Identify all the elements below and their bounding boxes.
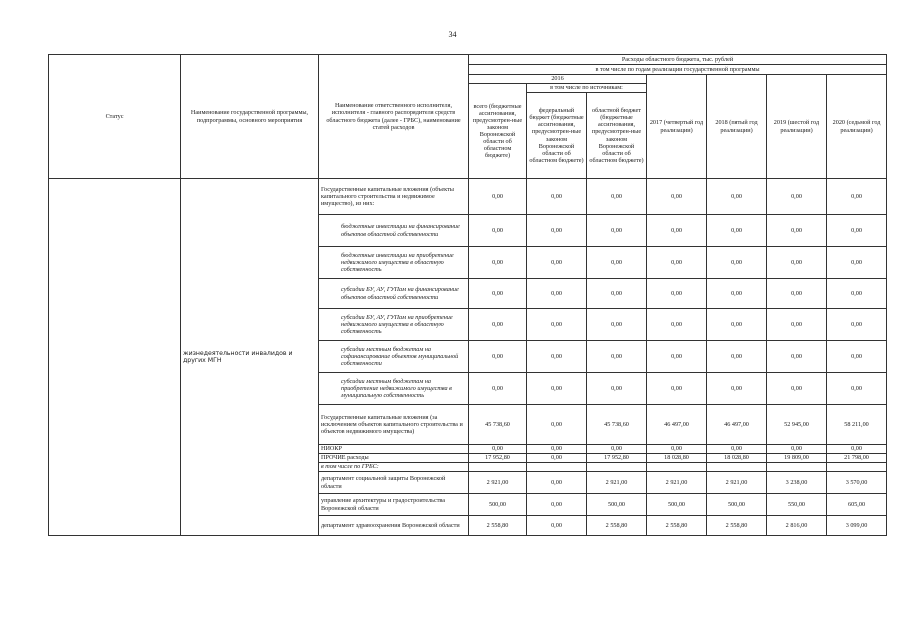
cell-2017: 2 558,80 (647, 516, 707, 536)
cell-2020: 0,00 (827, 179, 887, 215)
cell-regional: 2 558,80 (587, 516, 647, 536)
cell-2020: 0,00 (827, 247, 887, 279)
cell-2018: 500,00 (707, 494, 767, 516)
cell-2019: 0,00 (767, 279, 827, 309)
cell-2017: 0,00 (647, 215, 707, 247)
cell-regional: 45 738,60 (587, 405, 647, 445)
cell-federal: 0,00 (527, 279, 587, 309)
cell-total: 45 738,60 (469, 405, 527, 445)
cell-regional: 0,00 (587, 247, 647, 279)
cell-federal: 0,00 (527, 472, 587, 494)
page-number: 34 (448, 30, 457, 39)
cell-regional: 0,00 (587, 215, 647, 247)
header-regional: областной бюджет (бюджетные ассигнования, предусмотрен-ные законом Воронежской области об областном бюджете) (587, 93, 647, 179)
cell-federal: 0,00 (527, 309, 587, 341)
cell-2017 (647, 463, 707, 472)
cell-federal: 0,00 (527, 445, 587, 454)
cell-2019: 550,00 (767, 494, 827, 516)
cell-2018: 18 028,80 (707, 454, 767, 463)
cell-2018: 0,00 (707, 373, 767, 405)
cell-2017: 0,00 (647, 247, 707, 279)
cell-2019: 0,00 (767, 179, 827, 215)
cell-2020: 3 099,00 (827, 516, 887, 536)
cell-total: 2 558,80 (469, 516, 527, 536)
cell-2018: 0,00 (707, 215, 767, 247)
cell-regional: 0,00 (587, 341, 647, 373)
cell-total: 0,00 (469, 309, 527, 341)
cell-federal: 0,00 (527, 494, 587, 516)
cell-2018: 46 497,00 (707, 405, 767, 445)
header-year-2016: 2016 (469, 75, 647, 84)
cell-2020 (827, 463, 887, 472)
cell-2020: 0,00 (827, 373, 887, 405)
header-program: Наименование государственной программы, подпрограммы, основного мероприятия (181, 55, 319, 179)
cell-2017: 2 921,00 (647, 472, 707, 494)
cell-2019: 3 238,00 (767, 472, 827, 494)
cell-total: 2 921,00 (469, 472, 527, 494)
header-by-sources: в том числе по источникам: (527, 84, 647, 93)
row-label: субсидии местным бюджетам на приобретение недвижимого имущества в муниципальную собственность (319, 373, 469, 405)
cell-total: 0,00 (469, 179, 527, 215)
cell-2019: 52 945,00 (767, 405, 827, 445)
cell-total: 0,00 (469, 247, 527, 279)
header-by-years: в том числе по годам реализации государственной программы (469, 65, 887, 75)
cell-2018: 2 921,00 (707, 472, 767, 494)
header-2018: 2018 (пятый год реализации) (707, 75, 767, 179)
header-federal: федеральный бюджет (бюджетные ассигнования, предусмотрен-ные законом Воронежской области об областном бюджете) (527, 93, 587, 179)
cell-total: 0,00 (469, 341, 527, 373)
header-executor: Наименование ответственного исполнителя, исполнителя - главного распорядителя средств областного бюджета (далее - ГРБС), наименование статей расходов (319, 55, 469, 179)
cell-2020: 0,00 (827, 279, 887, 309)
cell-federal (527, 463, 587, 472)
cell-regional: 0,00 (587, 279, 647, 309)
cell-total (469, 463, 527, 472)
cell-2020: 58 211,00 (827, 405, 887, 445)
cell-2019: 0,00 (767, 341, 827, 373)
cell-total: 0,00 (469, 373, 527, 405)
row-label: Государственные капитальные вложения (объекты капитального строительства и недвижимое имущество), из них: (319, 179, 469, 215)
row-label: бюджетные инвестиции на финансирование объектов областной собственности (319, 215, 469, 247)
cell-federal: 0,00 (527, 215, 587, 247)
row-label: Государственные капитальные вложения (за исключением объектов капитального строительства и объектов недвижимого имущества) (319, 405, 469, 445)
row-label: департамент социальной защиты Воронежской области (319, 472, 469, 494)
row-label: субсидии местным бюджетам на софинансирование объектов муниципальной собственности (319, 341, 469, 373)
cell-regional: 0,00 (587, 309, 647, 341)
program-name: жизнедеятельности инвалидов и других МГН (181, 179, 319, 536)
header-2017: 2017 (четвертый год реализации) (647, 75, 707, 179)
cell-regional: 0,00 (587, 179, 647, 215)
cell-federal: 0,00 (527, 247, 587, 279)
row-label: в том числе по ГРБС: (319, 463, 469, 472)
cell-federal: 0,00 (527, 516, 587, 536)
cell-2020: 21 798,00 (827, 454, 887, 463)
cell-2019: 0,00 (767, 445, 827, 454)
header-expenses: Расходы областного бюджета, тыс. рублей (469, 55, 887, 65)
cell-2020: 0,00 (827, 309, 887, 341)
header-status: Статус (49, 55, 181, 179)
cell-regional (587, 463, 647, 472)
header-2020: 2020 (седьмой год реализации) (827, 75, 887, 179)
cell-2019: 19 809,00 (767, 454, 827, 463)
header-total: всего (бюджетные ассигнования, предусмотрен-ные законом Воронежской области об областном бюджете) (469, 84, 527, 179)
cell-2020: 605,00 (827, 494, 887, 516)
cell-2019: 0,00 (767, 215, 827, 247)
cell-total: 0,00 (469, 215, 527, 247)
cell-2020: 0,00 (827, 445, 887, 454)
row-label: ПРОЧИЕ расходы (319, 454, 469, 463)
cell-total: 17 952,80 (469, 454, 527, 463)
cell-2017: 46 497,00 (647, 405, 707, 445)
cell-federal: 0,00 (527, 341, 587, 373)
cell-federal: 0,00 (527, 179, 587, 215)
row-label: департамент здравоохранения Воронежской области (319, 516, 469, 536)
cell-total: 500,00 (469, 494, 527, 516)
cell-2018: 0,00 (707, 341, 767, 373)
cell-2017: 0,00 (647, 179, 707, 215)
status-cell (49, 179, 181, 536)
cell-2017: 0,00 (647, 445, 707, 454)
row-label: управление архитектуры и градостроительства Воронежской области (319, 494, 469, 516)
cell-2018: 0,00 (707, 445, 767, 454)
cell-2020: 3 570,00 (827, 472, 887, 494)
cell-2017: 500,00 (647, 494, 707, 516)
row-label: бюджетные инвестиции на приобретение недвижимого имущества в областную собственность (319, 247, 469, 279)
cell-2018 (707, 463, 767, 472)
cell-2019 (767, 463, 827, 472)
cell-2017: 0,00 (647, 373, 707, 405)
cell-regional: 0,00 (587, 445, 647, 454)
cell-total: 0,00 (469, 279, 527, 309)
cell-2017: 0,00 (647, 341, 707, 373)
row-label: субсидии БУ, АУ, ГУПам на финансирование объектов областной собственности (319, 279, 469, 309)
cell-federal: 0,00 (527, 373, 587, 405)
row-label: субсидии БУ, АУ, ГУПам на приобретение недвижимого имущества в областную собственность (319, 309, 469, 341)
cell-2019: 0,00 (767, 247, 827, 279)
cell-2020: 0,00 (827, 215, 887, 247)
cell-2017: 0,00 (647, 309, 707, 341)
table-row (49, 179, 887, 215)
cell-2017: 0,00 (647, 279, 707, 309)
budget-table (48, 54, 887, 536)
cell-regional: 500,00 (587, 494, 647, 516)
cell-2019: 2 816,00 (767, 516, 827, 536)
cell-federal: 0,00 (527, 405, 587, 445)
cell-federal: 0,00 (527, 454, 587, 463)
header-2019: 2019 (шестой год реализации) (767, 75, 827, 179)
cell-regional: 17 952,80 (587, 454, 647, 463)
cell-2018: 0,00 (707, 247, 767, 279)
cell-regional: 2 921,00 (587, 472, 647, 494)
cell-2017: 18 028,80 (647, 454, 707, 463)
cell-2020: 0,00 (827, 341, 887, 373)
cell-regional: 0,00 (587, 373, 647, 405)
cell-2018: 0,00 (707, 309, 767, 341)
cell-2019: 0,00 (767, 309, 827, 341)
cell-2018: 0,00 (707, 279, 767, 309)
cell-2019: 0,00 (767, 373, 827, 405)
row-label: НИОКР (319, 445, 469, 454)
cell-2018: 0,00 (707, 179, 767, 215)
cell-2018: 2 558,80 (707, 516, 767, 536)
cell-total: 0,00 (469, 445, 527, 454)
